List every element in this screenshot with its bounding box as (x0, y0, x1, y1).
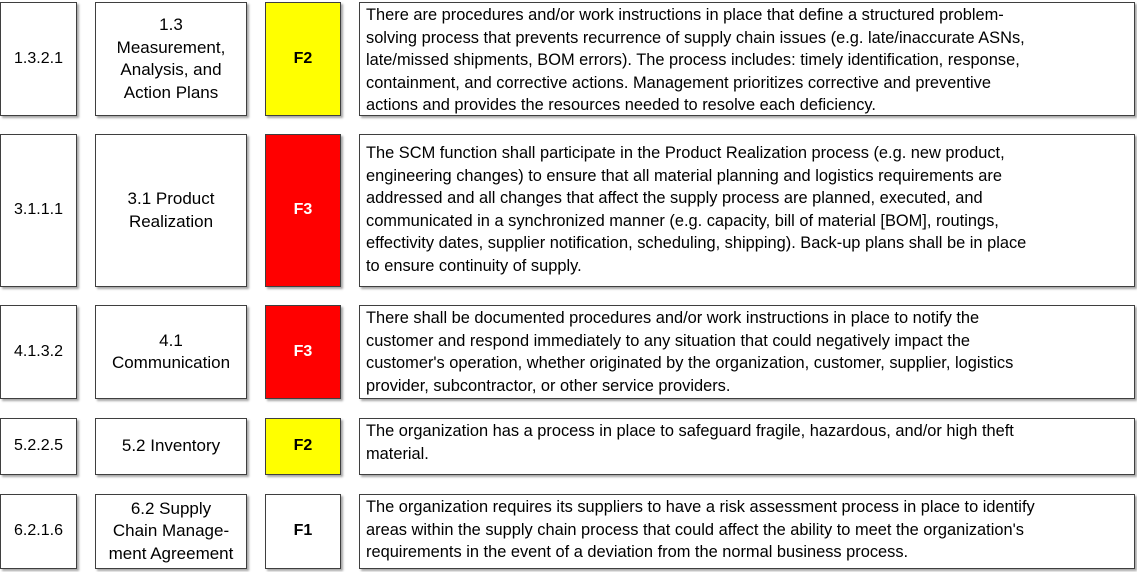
requirement-id (0, 494, 77, 569)
requirement-id (0, 305, 77, 399)
requirement-id (0, 418, 77, 475)
section-label: 4.1 Communication (111, 330, 231, 372)
section-box (95, 305, 247, 399)
level-badge (265, 134, 341, 287)
section-box (95, 494, 247, 569)
level-badge (265, 305, 341, 399)
section-label: 3.1 Product Realization (127, 189, 215, 231)
level-badge (265, 494, 341, 569)
section-label: 6.2 Supply Chain Manage- ment Agreement (108, 498, 234, 563)
description-box: The organization requires its suppliers to have a risk assessment process in place to identify areas within the supply chain process that could affect the ability to meet the organization's requirements in the event of a deviation from the normal business process. (359, 494, 1135, 569)
level-label: F3 (293, 201, 313, 219)
section-label: 1.3 Measurement, Analysis, and Action Plans (116, 15, 226, 102)
level-label: F2 (293, 437, 313, 455)
requirement-id-text: 5.2.2.5 (14, 437, 63, 455)
requirement-id (0, 2, 77, 116)
requirement-id (0, 134, 77, 287)
section-label: 5.2 Inventory (121, 436, 221, 456)
level-badge (265, 418, 341, 475)
section-box (95, 2, 247, 116)
section-box (95, 418, 247, 475)
requirement-id-text: 6.2.1.6 (14, 522, 63, 540)
section-box (95, 134, 247, 287)
requirement-id-text: 1.3.2.1 (14, 49, 63, 67)
level-label: F3 (293, 342, 313, 360)
requirement-id-text: 4.1.3.2 (14, 342, 63, 360)
level-badge (265, 2, 341, 116)
level-label: F2 (293, 49, 313, 67)
description-box: The organization has a process in place to safeguard fragile, hazardous, and/or high theft material. (359, 418, 1135, 475)
requirement-id-text: 3.1.1.1 (14, 201, 63, 219)
level-label: F1 (293, 522, 313, 540)
description-box: The SCM function shall participate in the Product Realization process (e.g. new product, engineering changes) to ensure that all material planning and logistics requirements are addressed and all changes that affect the supply process are planned, executed, and communicated in a synchronized manner (e.g. capacity, bill of material [BOM], routings, effectivity dates, supplier notification, scheduling, shipping). Back-up plans shall be in place to ensure continuity of supply. (359, 134, 1135, 287)
description-box: There are procedures and/or work instructions in place that define a structured problem- solving process that prevents recurrence of supply chain issues (e.g. late/inaccurate ASNs, late/missed shipments, BOM errors). The process includes: timely identification, response, containment, and corrective actions. Management prioritizes corrective and preventive actions and provides the resources needed to resolve each deficiency. (359, 2, 1135, 116)
description-box: There shall be documented procedures and/or work instructions in place to notify the customer and respond immediately to any situation that could negatively impact the customer's operation, whether originated by the organization, customer, supplier, logistics provider, subcontractor, or other service providers. (359, 305, 1135, 399)
